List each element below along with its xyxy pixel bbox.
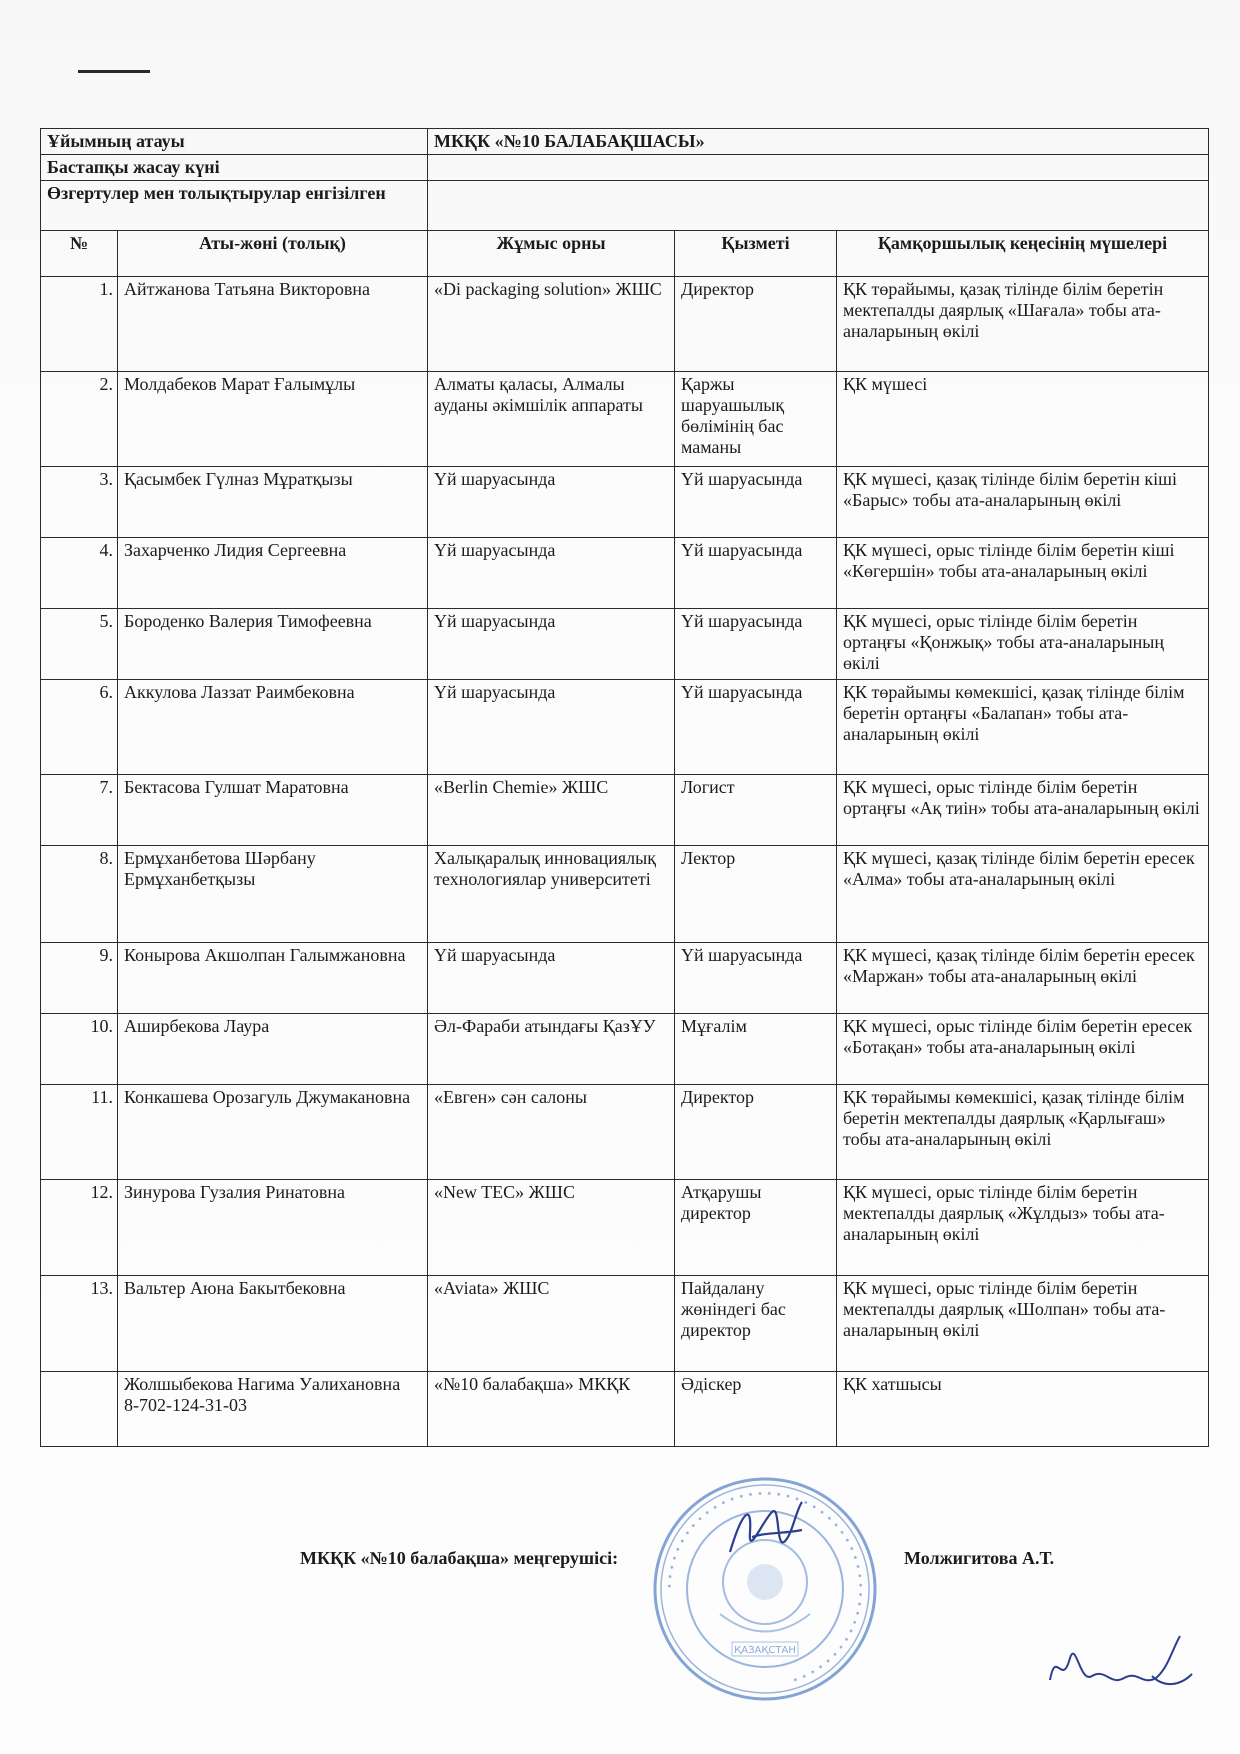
workplace-cell — [428, 609, 675, 680]
council-role-cell — [837, 277, 1209, 372]
council-role: ҚК мүшесі, қазақ тілінде білім беретін ересек «Алма» тобы ата-аналарының өкілі — [843, 848, 1195, 889]
workplace-cell — [428, 775, 675, 846]
person-name: Жолшыбекова Нагима Уалихановна — [124, 1374, 401, 1394]
col-role-header: Қамқоршылық кеңесінің мүшелері — [837, 231, 1209, 277]
row-number-cell — [41, 775, 118, 846]
person-name-cell — [118, 467, 428, 538]
table-row — [41, 1180, 1209, 1276]
changes-label: Өзгертулер мен толықтырулар енгізілген — [41, 181, 428, 231]
col-name-header: Аты-жөні (толық) — [118, 231, 428, 277]
council-role-cell — [837, 538, 1209, 609]
col-position-header: Қызметі — [675, 231, 837, 277]
table-row — [41, 775, 1209, 846]
council-role-cell — [837, 1085, 1209, 1180]
workplace-cell — [428, 1014, 675, 1085]
head-title: МКҚК «№10 балабақша» меңгерушісі: — [300, 1548, 619, 1568]
council-role: ҚК мүшесі, орыс тілінде білім беретін ересек «Ботақан» тобы ата-аналарының өкілі — [843, 1016, 1193, 1057]
table-row — [41, 609, 1209, 680]
position: Үй шаруасында — [681, 945, 803, 965]
person-name-cell — [118, 1180, 428, 1276]
position-cell — [675, 277, 837, 372]
workplace: Халықаралық инновациялық технологиялар университеті — [434, 848, 656, 889]
row-number: 5. — [99, 611, 113, 631]
org-name-label: Ұйымның атауы — [41, 129, 428, 155]
position-cell — [675, 1014, 837, 1085]
workplace-cell — [428, 1372, 675, 1447]
workplace: «Di packaging solution» ЖШС — [434, 279, 662, 299]
person-name-cell — [118, 775, 428, 846]
person-name-cell — [118, 277, 428, 372]
person-name: Ермұханбетова Шәрбану Ермұханбетқызы — [124, 848, 316, 889]
row-number-cell — [41, 1085, 118, 1180]
row-number-cell — [41, 846, 118, 943]
council-role: ҚК мүшесі, орыс тілінде білім беретін кіші «Көгершін» тобы ата-аналарының өкілі — [843, 540, 1175, 581]
person-name-cell — [118, 1276, 428, 1372]
council-role: ҚК мүшесі, орыс тілінде білім беретін ортаңғы «Қонжық» тобы ата-аналарының өкілі — [843, 611, 1165, 673]
council-role-cell — [837, 943, 1209, 1014]
svg-text:• • • • • • • • • • • • • • •: • • • • • • • • • • • • • • • • • • • • • • • • • • • • • • • • • • • • • • • • • • • • • — [664, 1488, 866, 1685]
head-name: Молжигитова А.Т. — [904, 1548, 1055, 1568]
person-name-cell — [118, 943, 428, 1014]
column-header-row — [41, 231, 1209, 277]
position: Үй шаруасында — [681, 469, 803, 489]
row-number: 12. — [90, 1182, 113, 1202]
table-body — [41, 277, 1209, 1447]
second-signature — [1040, 1628, 1200, 1700]
council-role: ҚК хатшысы — [843, 1374, 942, 1394]
row-number-cell — [41, 1372, 118, 1447]
person-name-cell — [118, 1085, 428, 1180]
person-name: Конырова Акшолпан Галымжановна — [124, 945, 406, 965]
position-cell — [675, 467, 837, 538]
org-name-row — [41, 129, 1209, 155]
workplace-cell — [428, 1180, 675, 1276]
person-name: Бороденко Валерия Тимофеевна — [124, 611, 372, 631]
workplace: «New TEC» ЖШС — [434, 1182, 575, 1202]
person-name-cell — [118, 1372, 428, 1447]
person-name-cell — [118, 1014, 428, 1085]
col-num-header: № — [41, 231, 118, 277]
col-work-header: Жұмыс орны — [428, 231, 675, 277]
row-number: 13. — [90, 1278, 113, 1298]
row-number-cell — [41, 538, 118, 609]
table-row — [41, 846, 1209, 943]
position: Үй шаруасында — [681, 611, 803, 631]
position-cell — [675, 609, 837, 680]
changes-value — [428, 181, 1209, 231]
person-name: Зинурова Гузалия Ринатовна — [124, 1182, 345, 1202]
row-number-cell — [41, 1276, 118, 1372]
workplace: Үй шаруасында — [434, 945, 556, 965]
workplace: Үй шаруасында — [434, 682, 556, 702]
position-cell — [675, 775, 837, 846]
top-corner-mark — [78, 70, 150, 73]
person-name: Конкашева Орозагуль Джумакановна — [124, 1087, 411, 1107]
workplace-cell — [428, 846, 675, 943]
position-cell — [675, 680, 837, 775]
person-name: Вальтер Аюна Бакытбековна — [124, 1278, 346, 1298]
person-name: Қасымбек Гүлназ Мұратқызы — [124, 469, 353, 489]
council-role: ҚК мүшесі — [843, 374, 928, 394]
council-role-cell — [837, 1014, 1209, 1085]
council-role: ҚК төрайымы көмекшісі, қазақ тілінде білім беретін мектепалды даярлық «Қарлығаш» тобы ата-аналарының өкілі — [843, 1087, 1185, 1149]
row-number-cell — [41, 609, 118, 680]
council-role-cell — [837, 1276, 1209, 1372]
row-number: 11. — [91, 1087, 113, 1107]
council-role-cell — [837, 467, 1209, 538]
table-row — [41, 467, 1209, 538]
position: Пайдалану жөніндегі бас директор — [681, 1278, 786, 1340]
position-cell — [675, 1276, 837, 1372]
position-cell — [675, 538, 837, 609]
row-number-cell — [41, 467, 118, 538]
workplace: «Евген» сән салоны — [434, 1087, 587, 1107]
council-role: ҚК мүшесі, орыс тілінде білім беретін мектепалды даярлық «Шолпан» тобы ата-аналарының өкілі — [843, 1278, 1166, 1340]
workplace: Үй шаруасында — [434, 611, 556, 631]
created-date-row — [41, 155, 1209, 181]
workplace: «Aviata» ЖШС — [434, 1278, 550, 1298]
changes-row — [41, 181, 1209, 231]
workplace-cell — [428, 680, 675, 775]
workplace: Алматы қаласы, Алмалы ауданы әкімшілік аппараты — [434, 374, 644, 415]
row-number-cell — [41, 277, 118, 372]
person-name: Айтжанова Татьяна Викторовна — [124, 279, 370, 299]
table-row — [41, 277, 1209, 372]
table-row — [41, 538, 1209, 609]
table-row — [41, 1085, 1209, 1180]
person-name-cell — [118, 846, 428, 943]
council-role-cell — [837, 609, 1209, 680]
person-name-cell — [118, 609, 428, 680]
table-row — [41, 372, 1209, 467]
council-role-cell — [837, 1372, 1209, 1447]
person-name: Бектасова Гулшат Маратовна — [124, 777, 349, 797]
position-cell — [675, 846, 837, 943]
position: Атқарушы директор — [681, 1182, 762, 1223]
stamp-text: ҚАЗАҚСТАН — [734, 1645, 796, 1656]
row-number: 9. — [99, 945, 113, 965]
position: Әдіскер — [681, 1374, 742, 1394]
position-cell — [675, 1372, 837, 1447]
council-role: ҚК мүшесі, орыс тілінде білім беретін мектепалды даярлық «Жұлдыз» тобы ата-аналарының өкілі — [843, 1182, 1165, 1244]
position: Қаржы шаруашылық бөлімінің бас маманы — [681, 374, 785, 457]
workplace-cell — [428, 1085, 675, 1180]
council-role: ҚК төрайымы, қазақ тілінде білім беретін мектепалды даярлық «Шағала» тобы ата-аналарының өкілі — [843, 279, 1164, 341]
row-number: 2. — [99, 374, 113, 394]
position-cell — [675, 943, 837, 1014]
workplace: Үй шаруасында — [434, 540, 556, 560]
person-name: Захарченко Лидия Сергеевна — [124, 540, 347, 560]
position: Үй шаруасында — [681, 540, 803, 560]
position: Директор — [681, 279, 755, 299]
person-name: Молдабеков Марат Ғалымұлы — [124, 374, 356, 394]
council-role: ҚК төрайымы көмекшісі, қазақ тілінде білім беретін ортаңғы «Балапан» тобы ата-аналарының өкілі — [843, 682, 1185, 744]
row-number-cell — [41, 680, 118, 775]
org-name-value: МКҚК «№10 БАЛАБАҚШАСЫ» — [428, 129, 1209, 155]
workplace: Үй шаруасында — [434, 469, 556, 489]
row-number: 6. — [99, 682, 113, 702]
row-number-cell — [41, 372, 118, 467]
position: Мұғалім — [681, 1016, 747, 1036]
workplace-cell — [428, 277, 675, 372]
row-number-cell — [41, 1180, 118, 1276]
created-date-value — [428, 155, 1209, 181]
position-cell — [675, 372, 837, 467]
person-name-cell — [118, 538, 428, 609]
row-number-cell — [41, 943, 118, 1014]
table-row — [41, 943, 1209, 1014]
row-number: 10. — [90, 1016, 113, 1036]
position: Лектор — [681, 848, 736, 868]
workplace-cell — [428, 943, 675, 1014]
table-row — [41, 1014, 1209, 1085]
table-row — [41, 1372, 1209, 1447]
table-row — [41, 680, 1209, 775]
position: Үй шаруасында — [681, 682, 803, 702]
council-role: ҚК мүшесі, қазақ тілінде білім беретін кіші «Барыс» тобы ата-аналарының өкілі — [843, 469, 1177, 510]
phone-number: 8-702-124-31-03 — [124, 1395, 247, 1415]
council-role-cell — [837, 372, 1209, 467]
workplace: Әл-Фараби атындағы ҚазҰУ — [434, 1016, 656, 1036]
workplace-cell — [428, 538, 675, 609]
council-role-cell — [837, 680, 1209, 775]
created-date-label: Бастапқы жасау күні — [41, 155, 428, 181]
workplace-cell — [428, 372, 675, 467]
person-name: Аширбекова Лаура — [124, 1016, 270, 1036]
row-number: 3. — [99, 469, 113, 489]
council-role-cell — [837, 846, 1209, 943]
person-name-cell — [118, 372, 428, 467]
position: Директор — [681, 1087, 755, 1107]
council-role-cell — [837, 775, 1209, 846]
person-name-cell — [118, 680, 428, 775]
workplace-cell — [428, 467, 675, 538]
council-role-cell — [837, 1180, 1209, 1276]
workplace: «№10 балабақша» МКҚК — [434, 1374, 631, 1394]
row-number: 7. — [99, 777, 113, 797]
position-cell — [675, 1180, 837, 1276]
council-role: ҚК мүшесі, орыс тілінде білім беретін ортаңғы «Ақ тиін» тобы ата-аналарының өкілі — [843, 777, 1200, 818]
position: Логист — [681, 777, 735, 797]
workplace: «Berlin Chemie» ЖШС — [434, 777, 609, 797]
row-number: 8. — [99, 848, 113, 868]
council-members-table — [40, 128, 1209, 1447]
person-name: Аккулова Лаззат Раимбековна — [124, 682, 355, 702]
table-row — [41, 1276, 1209, 1372]
head-signature — [722, 1492, 812, 1572]
council-role: ҚК мүшесі, қазақ тілінде білім беретін ересек «Маржан» тобы ата-аналарының өкілі — [843, 945, 1195, 986]
row-number: 4. — [99, 540, 113, 560]
workplace-cell — [428, 1276, 675, 1372]
row-number: 1. — [99, 279, 113, 299]
position-cell — [675, 1085, 837, 1180]
row-number-cell — [41, 1014, 118, 1085]
